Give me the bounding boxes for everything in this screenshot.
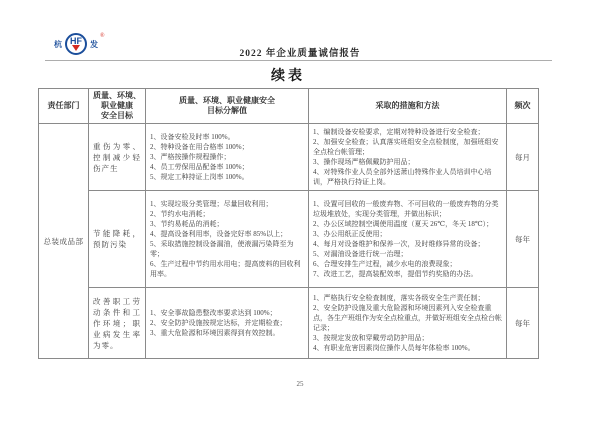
report-header-title: 2022 年企业质量诚信报告 [239,49,361,59]
header-divider [45,60,552,61]
table-row [39,288,539,359]
list-item: 2、加强安全检查；认真落实班组安全点检制度，加强班组安全点检台帐管理； [313,138,499,156]
cell-measures [309,191,507,288]
list-item: 目标分解值 [207,106,247,115]
list-item: 2、安全防护设施及重大危险源和环境因素列入安全检查重点，各生产班组作为安全点检重点，并做好班组安全点检台帐记录； [313,304,502,332]
list-item: 3、按规定发放和穿戴劳动防护用品； [313,334,429,342]
list-item: 3、操作现场严格佩戴防护用品； [313,158,415,166]
table-header-row [39,89,539,124]
continued-table [38,88,539,359]
list-item: 1、安全事故隐患整改率要求达到 100%； [150,309,277,317]
list-item: 职业健康 [101,101,133,110]
header-qehs-goal [89,89,146,124]
registered-mark-icon: ® [100,33,105,39]
cell-goal: 节能降耗，预防污染 [89,191,146,288]
list-item: 6、合理安排生产过程，减少水电的浪费现象； [313,260,457,268]
cell-measures [309,288,507,359]
list-item: 质量、环境、 [93,91,141,100]
list-item: 2、节约水电消耗； [150,210,210,218]
header-goal-breakdown [146,89,309,124]
header-measures: 采取的措施和方法 [309,89,507,124]
list-item: 5、规定工种持证上岗率 100%。 [150,173,249,181]
list-item: 质量、环境、职业健康安全 [179,96,275,105]
header-responsible-dept: 责任部门 [39,89,89,124]
list-item: 安全目标 [101,111,133,120]
list-item: 4、有职业危害因素岗位操作人员每年体检率 100%。 [313,344,475,352]
table-row [39,191,539,288]
list-item: 1、编制设备安检要求，定期对特种设备进行安全检查； [313,128,485,136]
cell-goal: 改善职工劳动条件和工作环境；职业病发生率为零。 [89,288,146,359]
list-item: 5、对漏油设备进行统一治理； [313,250,408,258]
list-item: 3、办公用纸正反使用； [313,230,387,238]
logo-left-char: 杭 [54,39,62,49]
list-item: 1、实现垃圾分类管理；尽量回收利用； [150,200,273,208]
cell-targets [146,124,309,191]
page-number: 25 [296,380,304,388]
cell-frequency: 每年 [507,288,539,359]
logo-hf-text: HF [70,36,82,46]
list-item: 3、严格按操作规程操作； [150,153,231,161]
cell-targets [146,191,309,288]
list-item: 4、对特殊作业人员全部外送萧山特殊作业人员培训中心培训，严格执行持证上岗。 [313,168,492,186]
header-qehs-goal-lines [90,91,144,121]
list-item: 6、生产过程中节约用水用电；提高废料的回收利用率。 [150,260,301,278]
logo-right-char: 发 [90,39,98,49]
cell-department: 总装成品部 [39,124,89,359]
cell-goal: 重伤为零、控制减少轻伤产生 [89,124,146,191]
list-item: 1、设备安检及时率 100%。 [150,133,235,141]
list-item: 2、安全防护设施按规定达标，并定期检查； [150,319,287,327]
list-item: 4、员工劳保用品配备率 100%； [150,163,249,171]
cell-targets [146,288,309,359]
table-title: 续表 [271,69,305,84]
cell-frequency: 每月 [507,124,539,191]
list-item: 3、节约易耗品的消耗； [150,220,224,228]
list-item: 4、提高设备利用率，设备完好率 85%以上； [150,230,288,238]
list-item: 1、严格执行安全检查制度，落实各级安全生产责任制； [313,294,485,302]
header-frequency: 频次 [507,89,539,124]
list-item: 2、办公区域控制空调使用温度（夏天 26℃，冬天 18℃）； [313,220,494,228]
list-item: 3、重大危险源和环境因素得到有效控制。 [150,329,280,337]
list-item: 2、特种设备在用合格率 100%； [150,143,249,151]
cell-frequency: 每年 [507,191,539,288]
list-item: 5、采取措施控制设备漏油，使液漏污染降至为零； [150,240,294,258]
list-item: 7、改进工艺，提高装配效率，提倡节约奖励的办法。 [313,270,478,278]
table-row [39,124,539,191]
header-goal-breakdown-lines [147,96,307,116]
list-item: 1、设置可回收的一般废弃物、不可回收的一般废弃物的分类垃圾堆放处，实现分类管理，并做出标识； [313,200,499,218]
list-item: 4、每月对设备维护和保养一次，及时维修异常的设备； [313,240,485,248]
cell-measures [309,124,507,191]
